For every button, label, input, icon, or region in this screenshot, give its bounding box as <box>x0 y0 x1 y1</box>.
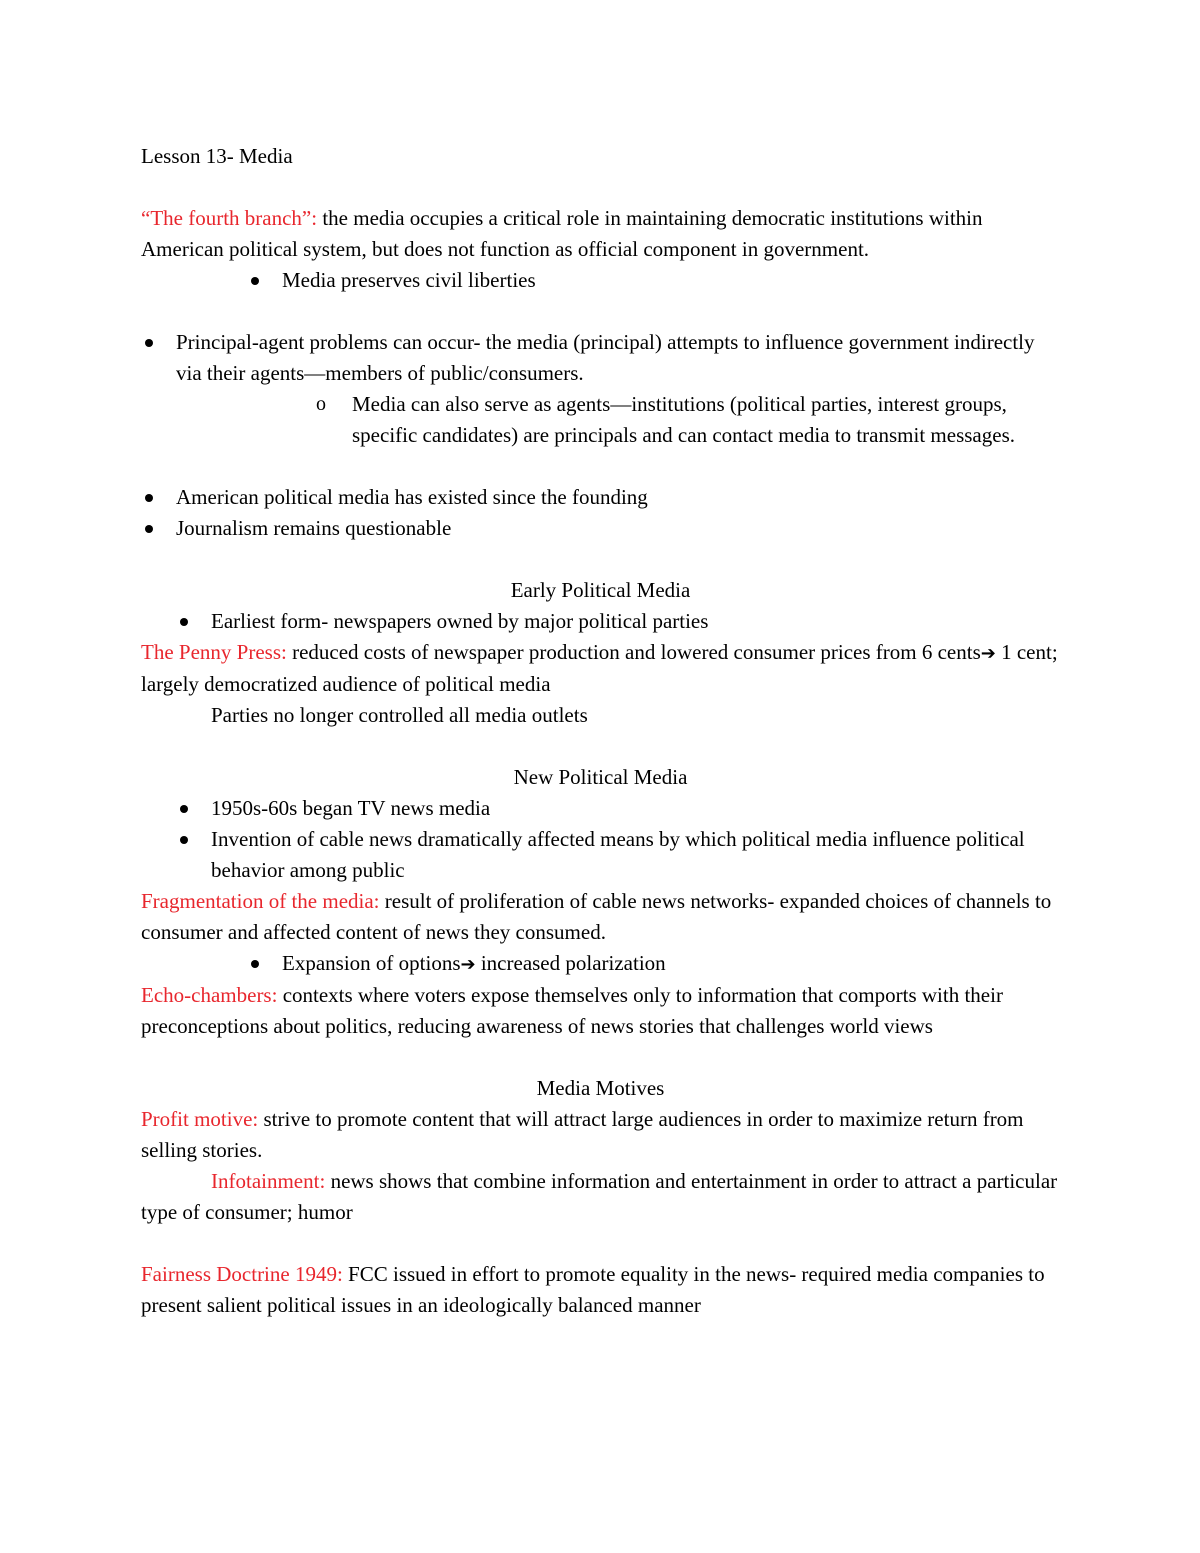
heading-new-media: New Political Media <box>513 765 688 789</box>
term-fourth-branch: “The fourth branch”: <box>141 206 318 230</box>
lesson-title: Lesson 13- Media <box>141 144 293 168</box>
fragmentation-definition: Fragmentation of the media: result of proliferation of cable news networks- expanded choices of channels to consumer and affected content of news they consumed. <box>141 889 1052 944</box>
bullet-principal-agent: Principal-agent problems can occur- the media (principal) attempts to influence government indirectly via their agents—members of public/consumers. <box>176 330 1035 385</box>
heading-media-motives: Media Motives <box>536 1076 665 1100</box>
spacer <box>141 544 1060 575</box>
term-fragmentation: Fragmentation of the media: <box>141 889 380 913</box>
term-echo-chambers: Echo-chambers: <box>141 983 278 1007</box>
bullet-founding: American political media has existed since the founding <box>176 485 648 509</box>
bullet-cable-news: Invention of cable news dramatically affected means by which political media influence political behavior among public <box>211 827 1025 882</box>
spacer <box>141 731 1060 762</box>
bullet-expansion: Expansion of options➔ increased polarization <box>282 951 666 975</box>
term-penny-press: The Penny Press: <box>141 640 287 664</box>
parties-note: Parties no longer controlled all media outlets <box>211 703 588 727</box>
spacer <box>141 172 1060 203</box>
arrow-right-icon: ➔ <box>460 954 476 975</box>
bullet-journalism: Journalism remains questionable <box>176 516 452 540</box>
spacer <box>141 451 1060 482</box>
arrow-right-icon: ➔ <box>980 643 996 664</box>
term-profit-motive: Profit motive: <box>141 1107 259 1131</box>
spacer <box>141 296 1060 327</box>
bullet-civil-liberties: Media preserves civil liberties <box>282 268 536 292</box>
spacer <box>141 1228 1060 1259</box>
bullet-circle-icon: o <box>316 393 326 415</box>
infotainment-definition: Infotainment: news shows that combine information and entertainment in order to attract a particular type of consumer; humor <box>141 1169 1058 1224</box>
bullet-earliest-form: Earliest form- newspapers owned by major political parties <box>211 609 709 633</box>
bullet-tv-news: 1950s-60s began TV news media <box>211 796 491 820</box>
penny-press-definition: The Penny Press: reduced costs of newspaper production and lowered consumer prices from 6 cents➔ 1 cent; largely democratized audience of political media <box>141 640 1058 696</box>
term-fairness-doctrine: Fairness Doctrine 1949: <box>141 1262 343 1286</box>
profit-motive-definition: Profit motive: strive to promote content that will attract large audiences in order to maximize return from selling stories. <box>141 1107 1024 1162</box>
spacer <box>141 1042 1060 1073</box>
fairness-doctrine-definition: Fairness Doctrine 1949: FCC issued in effort to promote equality in the news- required media companies to present salient political issues in an ideologically balanced manner <box>141 1262 1045 1317</box>
sub-bullet-media-agents: o Media can also serve as agents—institutions (political parties, interest groups, specific candidates) are principals and can contact media to transmit messages. <box>352 389 1060 451</box>
fourth-branch-text: the media occupies a critical role in maintaining democratic institutions within American political system, but does not function as official component in government. <box>141 206 983 261</box>
fourth-branch-definition <box>141 203 1060 265</box>
heading-early-media: Early Political Media <box>510 578 691 602</box>
echo-chambers-definition: Echo-chambers: contexts where voters expose themselves only to information that comports with their preconceptions about politics, reducing awareness of news stories that challenges world views <box>141 983 1003 1038</box>
term-infotainment: Infotainment: <box>211 1169 326 1193</box>
